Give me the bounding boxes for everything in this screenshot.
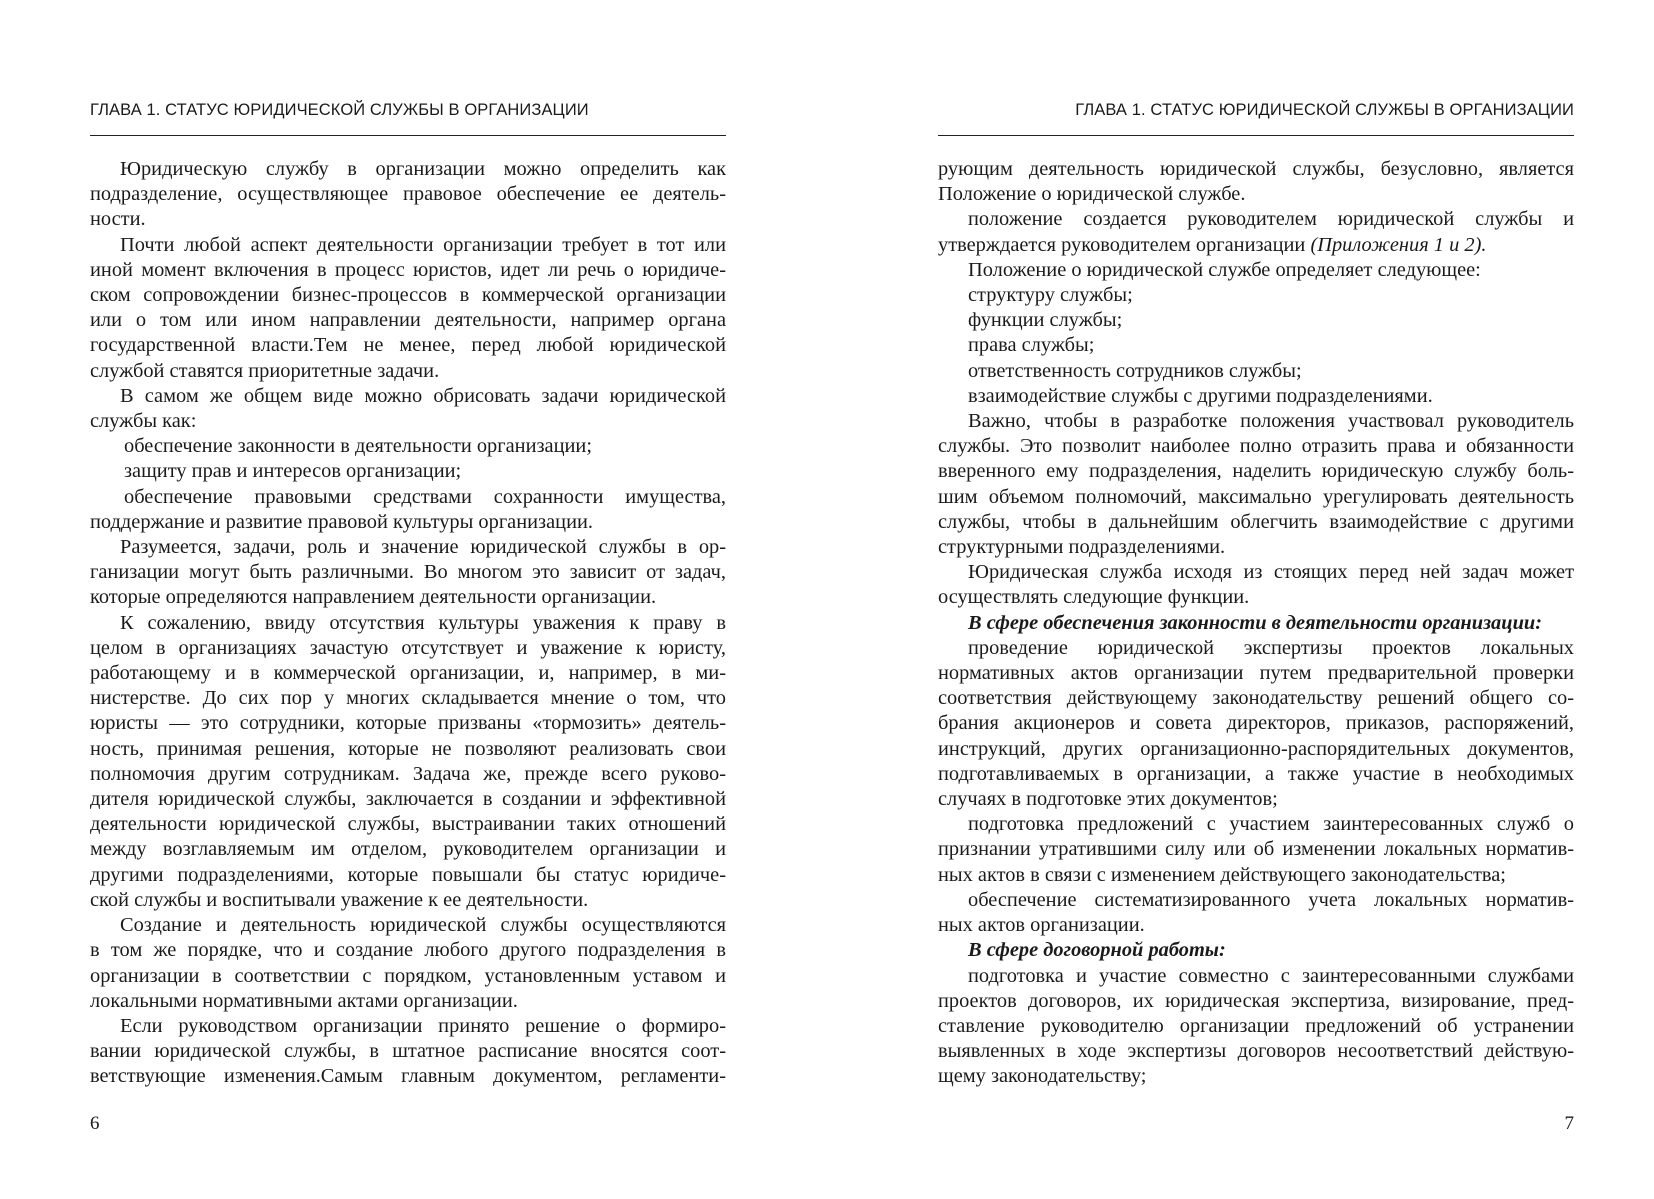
header-rule (90, 135, 726, 136)
text-line: Разумеется, задачи, роль и значение юридической службы в ор- (120, 536, 726, 559)
text-line: признании утратившими силу или об изменении локальных норматив- (938, 838, 1574, 861)
list-item: обеспечение правовыми средствами сохранности имущества, (124, 485, 726, 508)
text-fragment: утверждается руководителем организации (938, 233, 1311, 256)
text-line: службы. Это позволит наиболее полно отразить права и обязанности (938, 435, 1574, 458)
text-line: Юридическая служба исходя из стоящих перед ней задач может (968, 561, 1574, 584)
text-line: нормативных актов организации путем предварительной проверки (938, 662, 1574, 685)
page-number: 7 (1564, 1113, 1574, 1134)
text-line: ных актов в связи с изменением действующего законодательства; (938, 863, 1506, 886)
text-line: инструкций, других организационно-распорядительных документов, (938, 737, 1574, 760)
text-line: ском сопровождении бизнес-процессов в коммерческой организации (90, 284, 726, 307)
text-line: выявленных в ходе экспертизы договоров несоответствий действую- (938, 1040, 1574, 1063)
text-line: другими подразделениями, которые повышали бы статус юридиче- (90, 863, 726, 886)
text-line: в том же порядке, что и создание любого другого подразделения в (90, 939, 726, 962)
text-line: ных актов организации. (938, 914, 1145, 937)
text-line: ветствующие изменения.Самым главным документом, регламенти- (90, 1065, 726, 1088)
text-line: дителя юридической службы, заключается в создании и эффективной (90, 788, 726, 811)
text-line: вании юридической службы, в штатное расписание вносятся соот- (90, 1040, 726, 1063)
text-line: целом в организациях зачастую отсутствует и уважение к юристу, (90, 636, 726, 659)
page-number: 6 (90, 1113, 100, 1134)
text-line: подготавливаемых в организации, а также участие в необходимых (938, 762, 1574, 785)
text-line: подготовка и участие совместно с заинтересованными службами (968, 964, 1574, 987)
body-text (938, 157, 1574, 1090)
text-line: проведение юридической экспертизы проектов локальных (968, 636, 1574, 659)
text-line: соответствия действующему законодательству решений общего со- (938, 687, 1574, 710)
header-rule (938, 135, 1574, 136)
text-line: Почти любой аспект деятельности организации требует в тот или (120, 233, 726, 256)
text-line: подразделение, осуществляющее правовое обеспечение ее деятель- (90, 183, 726, 206)
text-line (938, 233, 1574, 258)
text-line: Если руководством организации принято решение о формиро- (120, 1014, 726, 1037)
text-line: ставление руководителю организации предложений об устранении (938, 1014, 1574, 1037)
list-item: функции службы; (968, 309, 1123, 332)
section-subheading: В сфере договорной работы: (968, 939, 1226, 962)
text-line: государственной власти.Тем не менее, перед любой юридической (90, 334, 726, 357)
text-line: Создание и деятельность юридической службы осуществляются (120, 914, 726, 937)
list-item: структуру службы; (968, 284, 1133, 307)
text-line: брания акционеров и совета директоров, приказов, распоряжений, (938, 712, 1574, 735)
text-line: обеспечение систематизированного учета локальных норматив- (968, 888, 1574, 911)
text-line: или о том или ином направлении деятельности, например органа (90, 309, 726, 332)
section-subheading: В сфере обеспечения законности в деятельности организации: (968, 611, 1543, 634)
running-head: ГЛАВА 1. СТАТУС ЮРИДИЧЕСКОЙ СЛУЖБЫ В ОРГАНИЗАЦИИ (90, 101, 589, 119)
list-item: права службы; (968, 334, 1095, 357)
text-line: случаях в подготовке этих документов; (938, 788, 1278, 811)
text-line: ской службы и воспитывали уважение к ее деятельности. (90, 888, 589, 911)
text-line: шим объемом полномочий, максимально урегулировать деятельность (938, 485, 1574, 508)
text-line: Положение о юридической службе. (938, 183, 1246, 206)
text-line: полномочия другим сотрудникам. Задача же, прежде всего руково- (90, 762, 726, 785)
running-head: ГЛАВА 1. СТАТУС ЮРИДИЧЕСКОЙ СЛУЖБЫ В ОРГАНИЗАЦИИ (1075, 101, 1574, 119)
text-line: щему законодательству; (938, 1065, 1147, 1088)
text-line: ность, принимая решения, которые не позволяют реализовать свои (90, 737, 726, 760)
text-line: осуществлять следующие функции. (938, 586, 1250, 609)
text-line: ганизации могут быть различными. Во многом это зависит от задач, (90, 561, 726, 584)
text-line: структурными подразделениями. (938, 536, 1226, 559)
text-line: службы, чтобы в дальнейшим облегчить взаимодействие с другими (938, 510, 1574, 533)
text-line: вверенного ему подразделения, наделить юридическую службу боль- (938, 460, 1574, 483)
text-line: проектов договоров, их юридическая экспертиза, визирование, пред- (938, 989, 1574, 1012)
text-line: К сожалению, ввиду отсутствия культуры уважения к праву в (120, 611, 726, 634)
text-line: рующим деятельность юридической службы, безусловно, является (938, 158, 1574, 180)
text-line: деятельности юридической службы, выстраивании таких отношений (90, 813, 726, 836)
text-line: которые определяются направлением деятельности организации. (90, 586, 657, 609)
text-line: В самом же общем виде можно обрисовать задачи юридической (120, 384, 726, 407)
text-line: иной момент включения в процесс юристов, идет ли речь о юридиче- (90, 258, 726, 281)
text-line: локальными нормативными актами организации. (90, 989, 518, 1012)
list-item: обеспечение законности в деятельности организации; (124, 435, 592, 458)
text-line: работающему и в коммерческой организации, и, например, в ми- (90, 662, 726, 685)
text-line: положение создается руководителем юридической службы и (968, 208, 1574, 231)
text-line: службы как: (90, 410, 197, 433)
text-line: ности. (90, 208, 146, 231)
appendix-reference: (Приложения 1 и 2). (1310, 233, 1487, 256)
text-line: между возглавляемым им отделом, руководителем организации и (90, 838, 726, 861)
list-item: защиту прав и интересов организации; (124, 460, 462, 483)
left-page (90, 0, 726, 1199)
right-page (938, 0, 1574, 1199)
text-line: организации в соответствии с порядком, установленным уставом и (90, 964, 726, 987)
list-item: ответственность сотрудников службы; (968, 359, 1302, 382)
text-line: Важно, чтобы в разработке положения участвовал руководитель (968, 410, 1574, 433)
text-line: службой ставятся приоритетные задачи. (90, 359, 440, 382)
body-text (90, 157, 726, 1090)
text-line: подготовка предложений с участием заинтересованных служб о (968, 813, 1574, 836)
text-line: нистерстве. До сих пор у многих складывается мнение о том, что (90, 687, 726, 710)
list-item: взаимодействие службы с другими подразделениями. (968, 384, 1433, 407)
text-line: юристы — это сотрудники, которые призваны «тормозить» деятель- (90, 712, 726, 735)
text-line: поддержание и развитие правовой культуры организации. (90, 510, 593, 533)
text-line: Юридическую службу в организации можно определить как (120, 158, 726, 180)
text-line: Положение о юридической службе определяет следующее: (968, 258, 1481, 281)
